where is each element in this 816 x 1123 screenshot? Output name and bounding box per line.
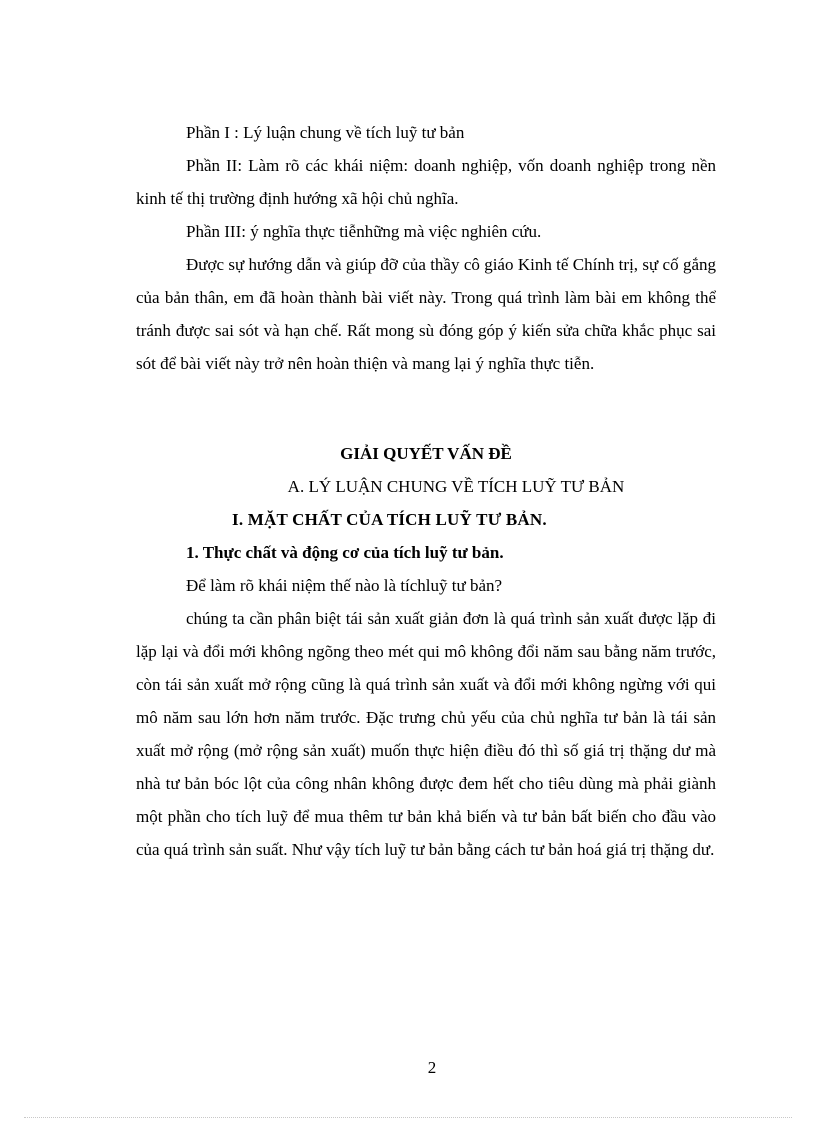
question-line: Để làm rõ khái niệm thế nào là tíchluỹ tư bản? <box>186 576 503 595</box>
subsection-heading: 1. Thực chất và động cơ của tích luỹ tư bản. <box>186 543 504 562</box>
part-three-line: Phần III: ý nghĩa thực tiễnhững mà việc nghiên cứu. <box>186 222 542 241</box>
part-two-paragraph: Phần II: Làm rõ các khái niệm: doanh nghiệp, vốn doanh nghiệp trong nền kinh tế thị trường định hướng xã hội chủ nghĩa. <box>136 156 716 208</box>
acknowledgement-paragraph: Được sự hướng dẫn và giúp đỡ của thầy cô giáo Kinh tế Chính trị, sự cố gắng của bản thân, em đã hoàn thành bài viết này. Trong quá trình làm bài em không thể tránh được sai sót và hạn chế. Rất mong sù đóng góp ý kiến sửa chữa khắc phục sai sót để bài viết này trở nên hoàn thiện và mang lại ý nghĩa thực tiễn. <box>136 255 716 373</box>
headings-block <box>136 437 716 866</box>
body-paragraph: chúng ta cần phân biệt tái sản xuất giản đơn là quá trình sản xuất được lặp đi lặp lại và đổi mới không ngõng theo mét qui mô không đổi năm sau bằng năm trước, còn tái sản xuất mở rộng cũng là quá trình sản xuất và đổi mới không ngừng với qui mô năm sau lớn hơn năm trước. Đặc trưng chủ yếu của chủ nghĩa tư bản là tái sản xuất mở rộng (mở rộng sản xuất) muốn thực hiện điều đó thì số giá trị thặng dư mà nhà tư bản bóc lột của công nhân không được đem hết cho tiêu dùng mà phải giành một phần cho tích luỹ để mua thêm tư bản khả biến và tư bản bất biến cho đầu vào của quá trình sản suất. Như vậy tích luỹ tư bản bằng cách tư bản hoá giá trị thặng dư. <box>136 609 716 859</box>
intro-block <box>136 116 716 380</box>
main-heading: GIẢI QUYẾT VẤN ĐỀ <box>340 444 512 463</box>
page-number: 2 <box>427 1058 437 1077</box>
roman-heading: I. MẶT CHẤT CỦA TÍCH LUỸ TƯ BẢN. <box>232 510 547 529</box>
section-heading: A. LÝ LUẬN CHUNG VỀ TÍCH LUỸ TƯ BẢN <box>287 477 625 496</box>
page-bottom-edge <box>24 1117 792 1118</box>
part-one-line: Phần I : Lý luận chung về tích luỹ tư bản <box>186 123 465 142</box>
